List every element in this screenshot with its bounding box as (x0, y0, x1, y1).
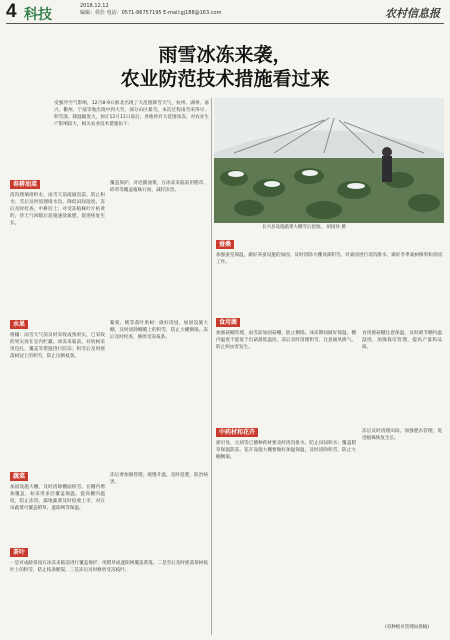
greenhouse-photo (214, 98, 444, 223)
column-divider (211, 98, 212, 635)
photo-caption: 长兴县设施蔬菜大棚雪后抢收。 胡国珍 摄 (262, 225, 346, 230)
greenhouse-photo-image (214, 98, 444, 223)
section-mushroom: 食用菌 (216, 318, 240, 327)
section-fruit: 水果 (10, 320, 28, 329)
rapeseed-text-a: 清沟理墒排积水，雨雪天前疏通沟渠，防止积水；雪后及时清理排水沟，降低田间湿度。冻后及时检查，中耕培土；对受冻植株叶片枯黄的，待天气回暖后追施速效氮肥，促进恢复生长。 (10, 193, 105, 226)
issue-meta (80, 3, 221, 17)
section-sericulture: 蚕桑 (216, 240, 234, 249)
source-credit: (省种植业管理局供稿) (385, 625, 430, 630)
mushroom-text-b: 食用菌菇棚注意保温，及时调节棚内温湿度，加强栽培管理，提高产量和品质。 (362, 331, 442, 350)
herbs-text-b: 冻后及时清理田间，加强肥水管理，促进植株恢复生长。 (362, 429, 442, 441)
editor-contact: 编辑：侯仕 电话：0571-86757195 E-mail:gj188@163.com (80, 10, 222, 16)
section-vegetables: 蔬菜 (10, 472, 28, 481)
headline-line1: 雨雪冰冻来袭， (158, 44, 292, 66)
header-rule (6, 23, 444, 24)
vegetables-text-a: 加固设施大棚，及时清除棚面积雪。在棚内增加覆盖，如采用多层覆盖保温。提高棚内温度，防止冻害。露地蔬菜及时抢收上市，对在田蔬菜可覆盖稻草、遮阳网等保温。 (10, 485, 105, 511)
mushroom-text-a: 加强菇棚管理，雨雪前加固菇棚，防止倒塌。冰冻期间做好保温，棚内温度不能低于出菇最低温度。冻后及时清理积雪，注意通风换气，防止病虫害发生。 (216, 331, 356, 350)
herbs-text-a: 浙贝母、元胡等已播种药材要及时清沟排水，防止田间积水；覆盖稻草保温防冻。花卉设施大棚要做好加温保温，及时清除积雪，防止大棚倒塌。 (216, 441, 356, 460)
rapeseed-text-b: 覆盖保护。对迟播油菜，在冰冻来临前用稻草、碎草等覆盖植株行间，减轻冻害。 (110, 181, 208, 193)
fruit-text-b: 葡萄、桃等落叶果树：做好清园，加固设施大棚，及时清除棚膜上的积雪，防止大棚倒塌。冻后及时检查，修剪受冻枝条。 (110, 321, 208, 340)
sericulture-text: 加强蚕室保温，做好养蚕设施的加固，及时清除大棚顶部积雪。对桑园进行清沟排水，做好冬季桑树修剪和清园工作。 (216, 253, 442, 265)
section-rapeseed: 春耕油菜 (10, 180, 40, 189)
fruit-text-a: 柑橘：雨雪天气前及时采收成熟果实，已采收的果实放在室内贮藏。冰冻来临前，对幼树采用包扎、覆盖等措施进行防冻；积雪后及时摇落树冠上的积雪，防止压断枝条。 (10, 333, 105, 359)
headline-line2: 农业防范技术措施看过来 (120, 68, 330, 90)
section-herbs-flowers: 中药材和花卉 (216, 428, 258, 437)
newspaper-brand: 农村信息报 (385, 7, 440, 20)
tea-text: 一是对成龄茶园在冰冻来临前进行覆盖保护，用稻草或遮阳网覆盖茶蓬。二是雪后及时摇落茶树枝叶上的积雪，防止枝条断裂。三是冻后及时修剪受冻枝叶。 (10, 561, 208, 573)
page-number: 4 (6, 1, 17, 22)
intro-text: 受强冷空气影响，12月8-9日浙北出现了大范围降雪天气，杭州、湖州、嘉兴、衢州、宁波等地出现中到大雪，部分山区暴雪。本次过程雨雪来得早、积雪深、降温幅度大，预计12月11日前后，各地将有大范围冰冻，对农业生产影响较大，相关农业技术措施如下： (54, 101, 209, 127)
section-label: 科技 (24, 7, 52, 23)
page-header (0, 0, 450, 24)
section-tea: 茶叶 (10, 548, 28, 557)
issue-date: 2018.12.12 (80, 3, 109, 9)
vegetables-text-b: 冻后要加强管理，缓慢升温，及时追肥，防治病害。 (110, 473, 208, 485)
